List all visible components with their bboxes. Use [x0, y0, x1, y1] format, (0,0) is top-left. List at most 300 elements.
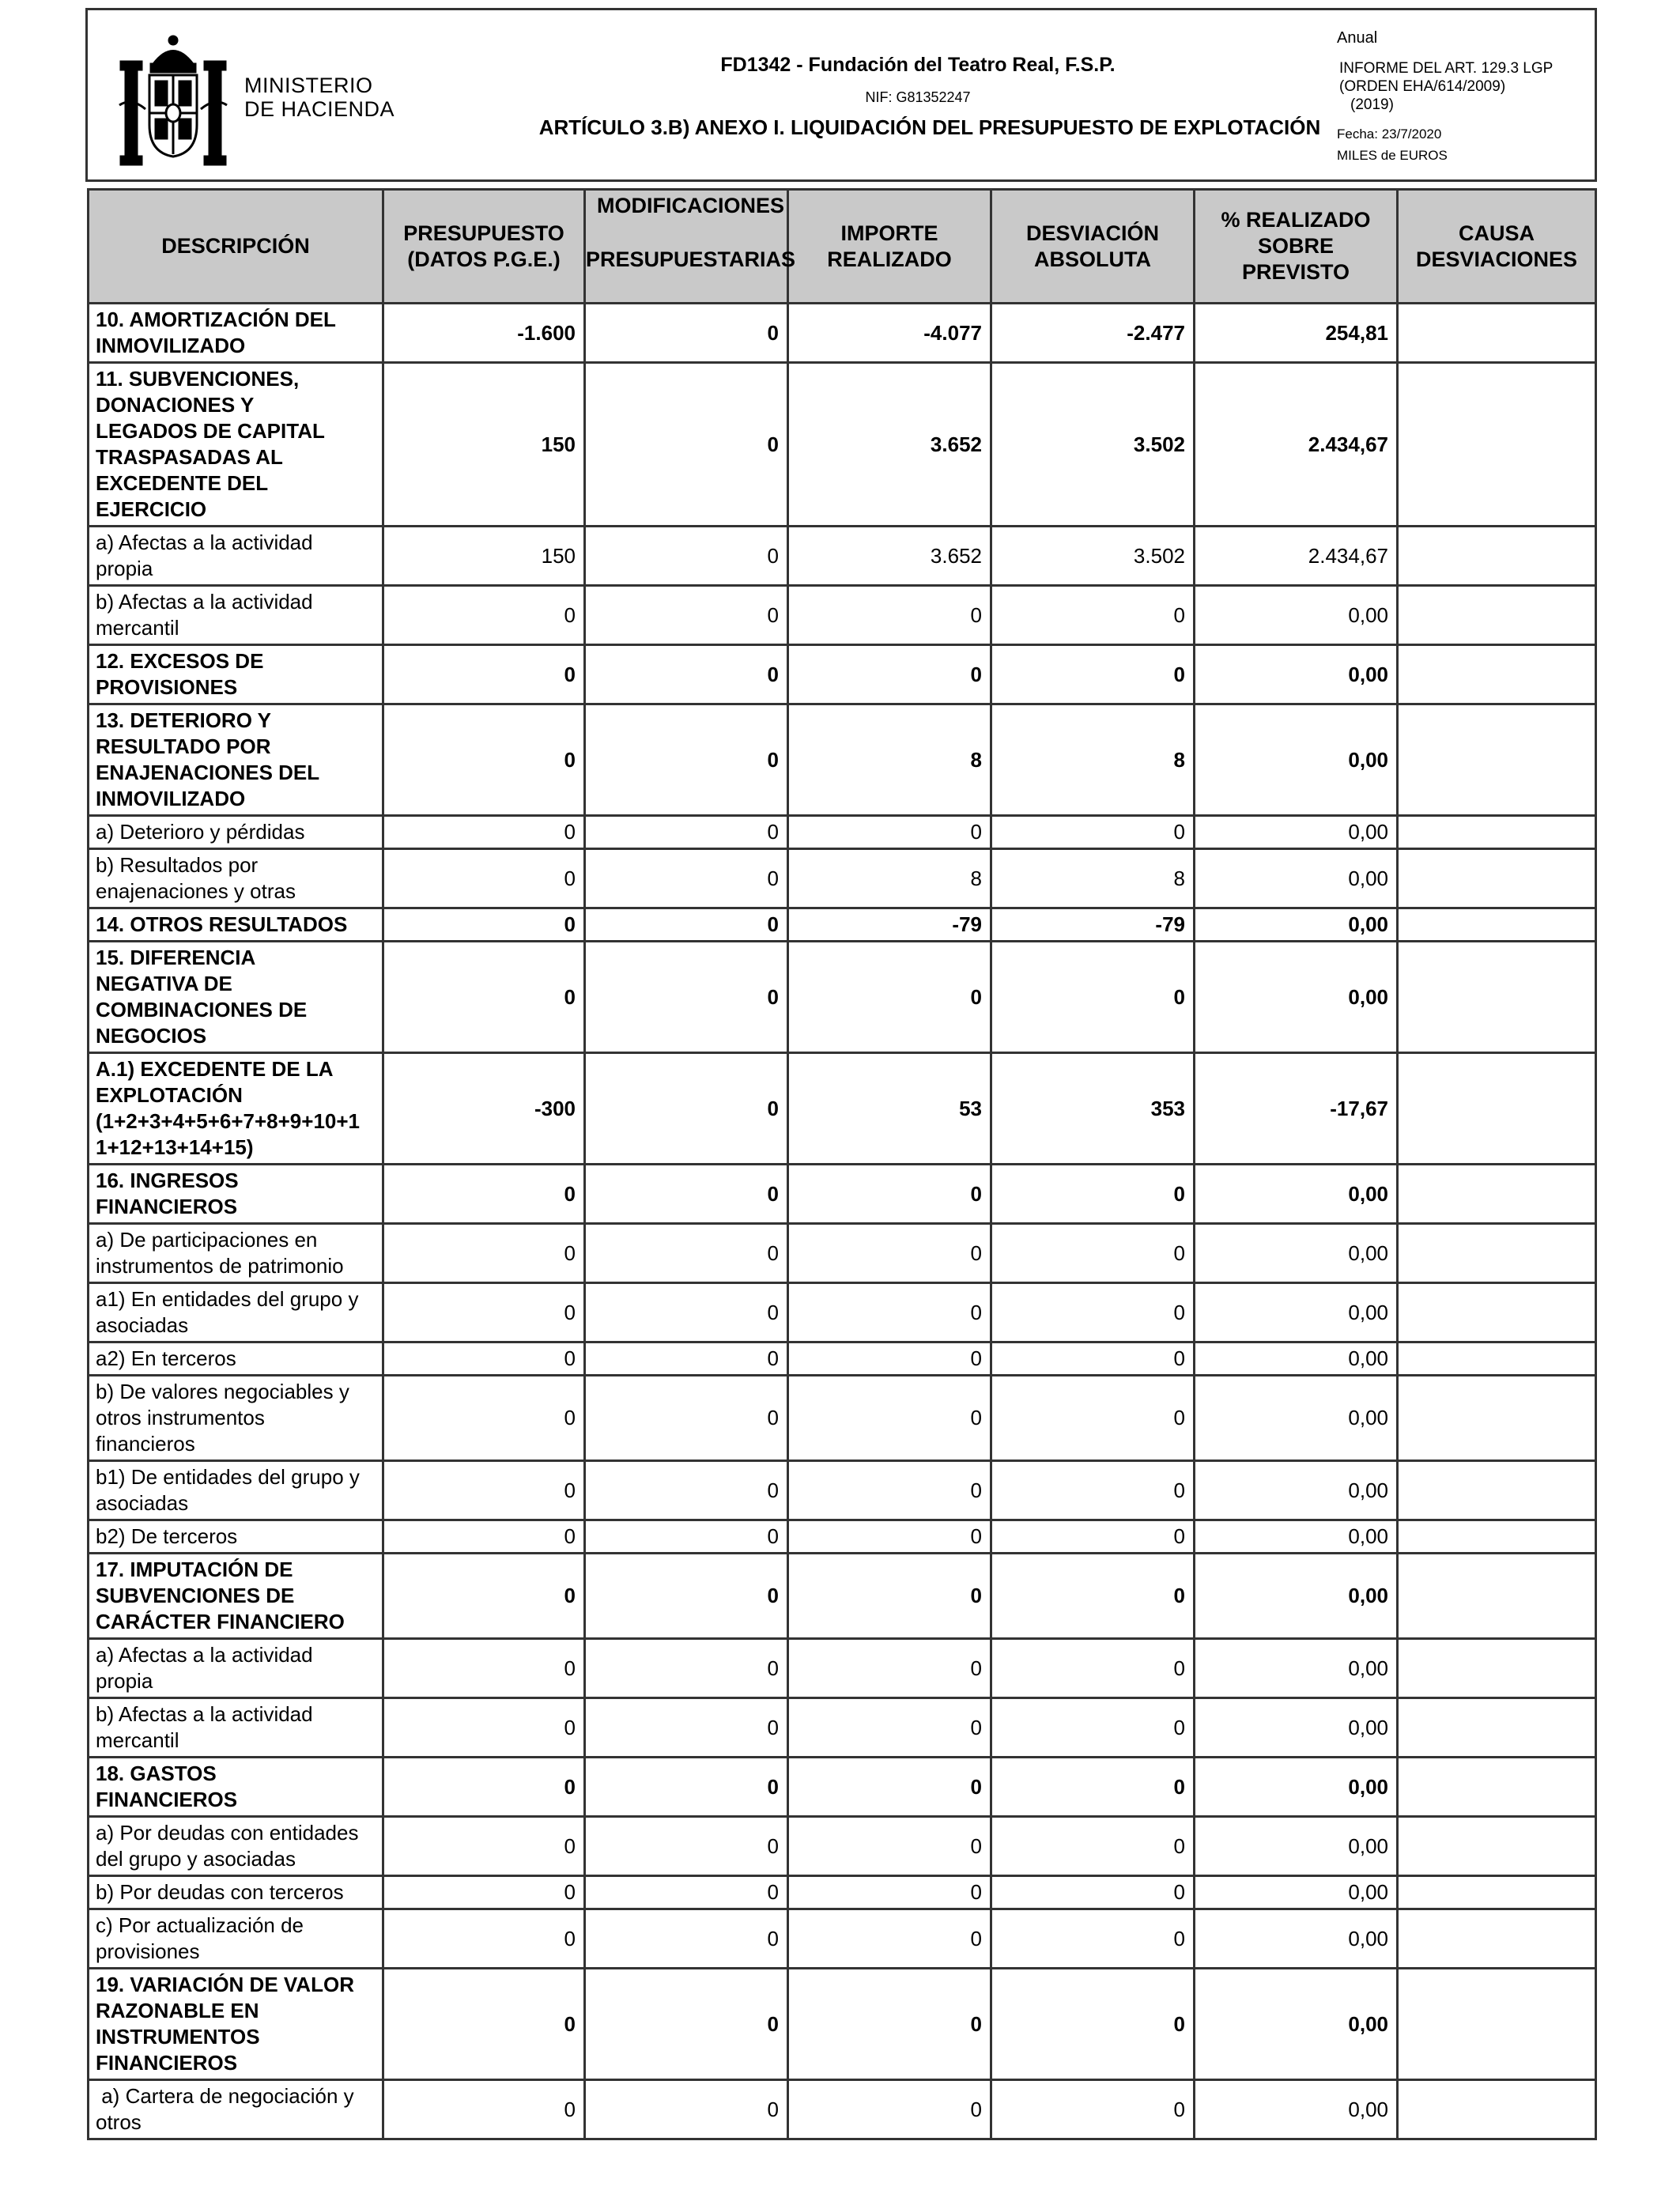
cell-importe: 0: [788, 586, 991, 645]
report-date: Fecha: 23/7/2020: [1337, 127, 1442, 142]
cell-importe: 0: [788, 1283, 991, 1342]
row-description-line: provisiones: [96, 1939, 200, 1963]
cell-realizado: 0,00: [1195, 704, 1398, 816]
table-row: [89, 816, 1596, 849]
cell-modificaciones: 0: [585, 1698, 788, 1758]
table-row: [89, 586, 1596, 645]
row-description-line: enajenaciones y otras: [96, 879, 296, 903]
row-description-line: SUBVENCIONES DE: [96, 1584, 295, 1607]
col-header-desviacion: DESVIACIÓN ABSOLUTA: [991, 190, 1195, 304]
table-body: [89, 304, 1596, 2139]
cell-desviacion: 0: [991, 1376, 1195, 1461]
cell-desviacion: 0: [991, 1283, 1195, 1342]
row-description-line: EJERCICIO: [96, 497, 207, 521]
report-reference: [1339, 59, 1592, 114]
row-description: [89, 942, 383, 1053]
cell-realizado: 0,00: [1195, 1817, 1398, 1876]
cell-causa: [1398, 1224, 1596, 1283]
table-row: [89, 1758, 1596, 1817]
cell-importe: 3.652: [788, 527, 991, 586]
cell-modificaciones: 0: [585, 1283, 788, 1342]
cell-importe: 0: [788, 1698, 991, 1758]
table-row: [89, 1165, 1596, 1224]
cell-modificaciones: 0: [585, 527, 788, 586]
cell-causa: [1398, 1817, 1596, 1876]
row-description: [89, 849, 383, 908]
cell-presupuesto: -300: [383, 1053, 585, 1165]
row-description-line: 10. AMORTIZACIÓN DEL: [96, 308, 336, 331]
cell-desviacion: 0: [991, 1876, 1195, 1909]
col-header-presupuesto: PRESUPUESTO (DATOS P.G.E.): [383, 190, 585, 304]
row-description-line: FINANCIEROS: [96, 1788, 238, 1811]
cell-presupuesto: 0: [383, 1376, 585, 1461]
cell-causa: [1398, 704, 1596, 816]
cell-importe: 0: [788, 1817, 991, 1876]
cell-desviacion: 0: [991, 1969, 1195, 2080]
row-description: [89, 1520, 383, 1554]
cell-modificaciones: 0: [585, 1224, 788, 1283]
row-description-line: b) Por deudas con terceros: [96, 1880, 344, 1904]
cell-modificaciones: 0: [585, 1758, 788, 1817]
cell-modificaciones: 0: [585, 1554, 788, 1639]
cell-causa: [1398, 363, 1596, 527]
cell-causa: [1398, 1876, 1596, 1909]
cell-modificaciones: 0: [585, 586, 788, 645]
table-row: [89, 942, 1596, 1053]
row-description-line: 15. DIFERENCIA: [96, 946, 256, 969]
cell-modificaciones: 0: [585, 1876, 788, 1909]
cell-causa: [1398, 1969, 1596, 2080]
col-header-importe: IMPORTE REALIZADO: [788, 190, 991, 304]
cell-realizado: 2.434,67: [1195, 527, 1398, 586]
cell-causa: [1398, 1909, 1596, 1969]
cell-importe: 0: [788, 1758, 991, 1817]
cell-desviacion: 0: [991, 1758, 1195, 1817]
table-row: [89, 1698, 1596, 1758]
row-description-line: b) Afectas a la actividad: [96, 590, 313, 614]
row-description: [89, 1876, 383, 1909]
cell-importe: 0: [788, 1461, 991, 1520]
cell-presupuesto: 0: [383, 1283, 585, 1342]
cell-desviacion: 0: [991, 1909, 1195, 1969]
cell-presupuesto: 0: [383, 1342, 585, 1376]
table-row: [89, 304, 1596, 363]
cell-modificaciones: 0: [585, 1639, 788, 1698]
cell-presupuesto: 0: [383, 2080, 585, 2139]
ministry-line-1: MINISTERIO: [244, 74, 373, 97]
cell-desviacion: 0: [991, 1698, 1195, 1758]
row-description-line: 18. GASTOS: [96, 1762, 217, 1785]
row-description: [89, 1224, 383, 1283]
table-row: [89, 1817, 1596, 1876]
cell-importe: 0: [788, 2080, 991, 2139]
row-description-line: 13. DETERIORO Y: [96, 708, 272, 732]
cell-causa: [1398, 1698, 1596, 1758]
row-description-line: del grupo y asociadas: [96, 1847, 296, 1871]
cell-causa: [1398, 1053, 1596, 1165]
cell-realizado: 0,00: [1195, 849, 1398, 908]
row-description-line: COMBINACIONES DE: [96, 998, 308, 1021]
cell-causa: [1398, 1554, 1596, 1639]
cell-desviacion: 8: [991, 704, 1195, 816]
cell-importe: -4.077: [788, 304, 991, 363]
cell-causa: [1398, 1639, 1596, 1698]
table-row: [89, 1554, 1596, 1639]
cell-presupuesto: 0: [383, 1461, 585, 1520]
row-description-line: 1+12+13+14+15): [96, 1135, 254, 1159]
row-description-line: A.1) EXCEDENTE DE LA: [96, 1057, 334, 1081]
cell-causa: [1398, 849, 1596, 908]
cell-realizado: 0,00: [1195, 2080, 1398, 2139]
row-description-line: FINANCIEROS: [96, 2051, 238, 2075]
row-description-line: INMOVILIZADO: [96, 334, 246, 357]
row-description-line: 11. SUBVENCIONES,: [96, 367, 300, 391]
cell-modificaciones: 0: [585, 942, 788, 1053]
row-description-line: 12. EXCESOS DE: [96, 649, 264, 673]
row-description: [89, 908, 383, 942]
row-description-line: 17. IMPUTACIÓN DE: [96, 1558, 293, 1581]
cell-modificaciones: 0: [585, 1053, 788, 1165]
cell-modificaciones: 0: [585, 849, 788, 908]
row-description-line: a) Cartera de negociación y: [96, 2084, 354, 2108]
cell-desviacion: 3.502: [991, 363, 1195, 527]
cell-importe: 0: [788, 1520, 991, 1554]
row-description-line: INSTRUMENTOS: [96, 2025, 260, 2049]
row-description-line: NEGATIVA DE: [96, 972, 232, 995]
cell-importe: 0: [788, 1165, 991, 1224]
cell-importe: 0: [788, 1342, 991, 1376]
cell-modificaciones: 0: [585, 2080, 788, 2139]
table-row: [89, 1342, 1596, 1376]
row-description-line: otros instrumentos: [96, 1406, 265, 1429]
row-description: [89, 704, 383, 816]
cell-modificaciones: 0: [585, 1165, 788, 1224]
row-description: [89, 1283, 383, 1342]
row-description-line: propia: [96, 1669, 153, 1693]
row-description-line: EXCEDENTE DEL: [96, 471, 269, 495]
cell-desviacion: 0: [991, 1224, 1195, 1283]
cell-desviacion: 0: [991, 586, 1195, 645]
row-description-line: otros: [96, 2110, 142, 2134]
row-description-line: RAZONABLE EN: [96, 1999, 259, 2022]
cell-modificaciones: 0: [585, 816, 788, 849]
cell-modificaciones: 0: [585, 1817, 788, 1876]
row-description: [89, 304, 383, 363]
cell-importe: 0: [788, 1969, 991, 2080]
cell-desviacion: 0: [991, 2080, 1195, 2139]
col-header-descripcion: DESCRIPCIÓN: [89, 190, 383, 304]
cell-modificaciones: 0: [585, 363, 788, 527]
cell-causa: [1398, 1376, 1596, 1461]
table-row: [89, 1520, 1596, 1554]
row-description: [89, 1376, 383, 1461]
cell-modificaciones: 0: [585, 1461, 788, 1520]
table-row: [89, 2080, 1596, 2139]
cell-causa: [1398, 586, 1596, 645]
row-description: [89, 645, 383, 704]
row-description: [89, 363, 383, 527]
cell-realizado: 0,00: [1195, 1165, 1398, 1224]
cell-desviacion: 0: [991, 816, 1195, 849]
row-description: [89, 1817, 383, 1876]
cell-realizado: -17,67: [1195, 1053, 1398, 1165]
cell-realizado: 0,00: [1195, 1520, 1398, 1554]
report-line-3: (2019): [1350, 96, 1394, 113]
row-description: [89, 1909, 383, 1969]
table-row: [89, 1053, 1596, 1165]
cell-realizado: 0,00: [1195, 942, 1398, 1053]
cell-realizado: 0,00: [1195, 1342, 1398, 1376]
row-description-line: PROVISIONES: [96, 675, 238, 699]
cell-presupuesto: 150: [383, 363, 585, 527]
row-description-line: ENAJENACIONES DEL: [96, 761, 320, 784]
cell-desviacion: 0: [991, 1639, 1195, 1698]
cell-causa: [1398, 942, 1596, 1053]
row-description-line: DONACIONES Y: [96, 393, 255, 417]
cell-realizado: 0,00: [1195, 1969, 1398, 2080]
cell-causa: [1398, 527, 1596, 586]
cell-presupuesto: 0: [383, 645, 585, 704]
table-row: [89, 1283, 1596, 1342]
row-description-line: b) Afectas a la actividad: [96, 1702, 313, 1726]
cell-realizado: 254,81: [1195, 304, 1398, 363]
table-row: [89, 1461, 1596, 1520]
cell-presupuesto: 0: [383, 1224, 585, 1283]
row-description-line: CARÁCTER FINANCIERO: [96, 1610, 345, 1633]
row-description-line: a1) En entidades del grupo y: [96, 1287, 359, 1311]
cell-modificaciones: 0: [585, 908, 788, 942]
report-header: [85, 8, 1597, 182]
cell-modificaciones: 0: [585, 304, 788, 363]
table-row: [89, 645, 1596, 704]
row-description-line: RESULTADO POR: [96, 734, 271, 758]
row-description: [89, 1698, 383, 1758]
cell-causa: [1398, 1461, 1596, 1520]
cell-presupuesto: 0: [383, 1554, 585, 1639]
table-row: [89, 363, 1596, 527]
report-line-2: (ORDEN EHA/614/2009): [1339, 78, 1506, 95]
row-description-line: TRASPASADAS AL: [96, 445, 283, 469]
coat-of-arms-icon: [118, 34, 228, 168]
row-description: [89, 1461, 383, 1520]
row-description-line: EXPLOTACIÓN: [96, 1083, 243, 1107]
cell-causa: [1398, 908, 1596, 942]
cell-presupuesto: 0: [383, 942, 585, 1053]
cell-presupuesto: 0: [383, 1165, 585, 1224]
cell-realizado: 0,00: [1195, 1698, 1398, 1758]
row-description-line: b1) De entidades del grupo y: [96, 1465, 360, 1489]
cell-modificaciones: 0: [585, 1520, 788, 1554]
row-description-line: c) Por actualización de: [96, 1913, 304, 1937]
row-description: [89, 1342, 383, 1376]
row-description-line: propia: [96, 557, 153, 580]
col-header-causa: CAUSA DESVIACIONES: [1398, 190, 1596, 304]
row-description-line: LEGADOS DE CAPITAL: [96, 419, 325, 443]
cell-presupuesto: 0: [383, 816, 585, 849]
col-header-modificaciones: MODIFICACIONES PRESUPUESTARIAS: [585, 190, 788, 304]
cell-realizado: 0,00: [1195, 645, 1398, 704]
cell-causa: [1398, 304, 1596, 363]
cell-desviacion: -2.477: [991, 304, 1195, 363]
cell-presupuesto: 0: [383, 586, 585, 645]
row-description-line: a) Por deudas con entidades: [96, 1821, 359, 1845]
row-description-line: NEGOCIOS: [96, 1024, 207, 1048]
row-description: [89, 586, 383, 645]
row-description-line: financieros: [96, 1432, 195, 1456]
cell-desviacion: 0: [991, 645, 1195, 704]
cell-importe: 0: [788, 1224, 991, 1283]
report-units: MILES de EUROS: [1337, 148, 1448, 163]
cell-presupuesto: 0: [383, 704, 585, 816]
row-description: [89, 1969, 383, 2080]
ministry-logo: [118, 34, 458, 168]
cell-presupuesto: 0: [383, 1876, 585, 1909]
row-description-line: a) Deterioro y pérdidas: [96, 820, 305, 844]
row-description: [89, 527, 383, 586]
col-header-realizado: % REALIZADO SOBRE PREVISTO: [1195, 190, 1398, 304]
row-description-line: a2) En terceros: [96, 1346, 236, 1370]
cell-causa: [1398, 1342, 1596, 1376]
cell-presupuesto: 0: [383, 1520, 585, 1554]
cell-desviacion: 0: [991, 1461, 1195, 1520]
cell-presupuesto: 0: [383, 1758, 585, 1817]
cell-importe: 0: [788, 1554, 991, 1639]
ministry-name: [244, 74, 395, 121]
cell-importe: 0: [788, 645, 991, 704]
cell-desviacion: 0: [991, 1817, 1195, 1876]
cell-importe: -79: [788, 908, 991, 942]
cell-realizado: 0,00: [1195, 1224, 1398, 1283]
cell-causa: [1398, 1165, 1596, 1224]
table-row: [89, 1876, 1596, 1909]
cell-importe: 0: [788, 942, 991, 1053]
row-description-line: a) Afectas a la actividad: [96, 1643, 313, 1667]
cell-desviacion: 0: [991, 1520, 1195, 1554]
cell-realizado: 2.434,67: [1195, 363, 1398, 527]
table-header-row: [89, 190, 1596, 304]
cell-modificaciones: 0: [585, 704, 788, 816]
cell-desviacion: 0: [991, 1165, 1195, 1224]
cell-importe: 0: [788, 1376, 991, 1461]
cell-presupuesto: 0: [383, 908, 585, 942]
report-period: Anual: [1337, 29, 1378, 47]
cell-realizado: 0,00: [1195, 1639, 1398, 1698]
cell-modificaciones: 0: [585, 1376, 788, 1461]
row-description: [89, 1165, 383, 1224]
cell-modificaciones: 0: [585, 1909, 788, 1969]
cell-modificaciones: 0: [585, 1969, 788, 2080]
row-description-line: (1+2+3+4+5+6+7+8+9+10+1: [96, 1109, 361, 1133]
cell-importe: 3.652: [788, 363, 991, 527]
cell-causa: [1398, 1283, 1596, 1342]
row-description: [89, 816, 383, 849]
row-description-line: 16. INGRESOS: [96, 1169, 239, 1192]
row-description-line: mercantil: [96, 1728, 179, 1752]
row-description: [89, 2080, 383, 2139]
row-description-line: 19. VARIACIÓN DE VALOR: [96, 1973, 354, 1996]
row-description-line: asociadas: [96, 1491, 189, 1515]
cell-presupuesto: 0: [383, 1817, 585, 1876]
table-row: [89, 1224, 1596, 1283]
cell-realizado: 0,00: [1195, 1554, 1398, 1639]
row-description-line: b2) De terceros: [96, 1524, 238, 1548]
cell-desviacion: 8: [991, 849, 1195, 908]
cell-desviacion: 3.502: [991, 527, 1195, 586]
cell-importe: 0: [788, 1639, 991, 1698]
row-description-line: a) De participaciones en: [96, 1228, 318, 1252]
cell-importe: 8: [788, 849, 991, 908]
row-description-line: 14. OTROS RESULTADOS: [96, 912, 348, 936]
table-row: [89, 1376, 1596, 1461]
cell-causa: [1398, 2080, 1596, 2139]
cell-realizado: 0,00: [1195, 1758, 1398, 1817]
cell-presupuesto: 0: [383, 1639, 585, 1698]
cell-causa: [1398, 816, 1596, 849]
cell-importe: 53: [788, 1053, 991, 1165]
cell-desviacion: 0: [991, 1342, 1195, 1376]
ministry-line-2: DE HACIENDA: [244, 97, 395, 121]
cell-desviacion: 353: [991, 1053, 1195, 1165]
cell-presupuesto: -1.600: [383, 304, 585, 363]
cell-presupuesto: 150: [383, 527, 585, 586]
cell-causa: [1398, 645, 1596, 704]
row-description-line: FINANCIEROS: [96, 1195, 238, 1218]
table-row: [89, 704, 1596, 816]
row-description-line: INMOVILIZADO: [96, 787, 246, 810]
cell-realizado: 0,00: [1195, 1461, 1398, 1520]
cell-realizado: 0,00: [1195, 1876, 1398, 1909]
report-line-1: INFORME DEL ART. 129.3 LGP: [1339, 60, 1554, 77]
cell-presupuesto: 0: [383, 1698, 585, 1758]
budget-table: [87, 188, 1597, 2140]
cell-causa: [1398, 1520, 1596, 1554]
row-description-line: b) De valores negociables y: [96, 1380, 349, 1403]
cell-presupuesto: 0: [383, 1969, 585, 2080]
entity-nif: NIF: G81352247: [865, 89, 971, 105]
cell-presupuesto: 0: [383, 1909, 585, 1969]
cell-realizado: 0,00: [1195, 908, 1398, 942]
cell-modificaciones: 0: [585, 1342, 788, 1376]
row-description: [89, 1639, 383, 1698]
cell-realizado: 0,00: [1195, 1909, 1398, 1969]
row-description: [89, 1554, 383, 1639]
table-row: [89, 527, 1596, 586]
row-description-line: mercantil: [96, 616, 179, 640]
table-row: [89, 1639, 1596, 1698]
cell-desviacion: -79: [991, 908, 1195, 942]
row-description-line: instrumentos de patrimonio: [96, 1254, 344, 1278]
table-row: [89, 1909, 1596, 1969]
table-row: [89, 908, 1596, 942]
cell-importe: 0: [788, 816, 991, 849]
row-description-line: b) Resultados por: [96, 853, 259, 877]
cell-realizado: 0,00: [1195, 1283, 1398, 1342]
cell-realizado: 0,00: [1195, 1376, 1398, 1461]
cell-desviacion: 0: [991, 1554, 1195, 1639]
table-row: [89, 849, 1596, 908]
cell-importe: 0: [788, 1909, 991, 1969]
row-description: [89, 1758, 383, 1817]
row-description-line: asociadas: [96, 1313, 189, 1337]
cell-importe: 8: [788, 704, 991, 816]
row-description-line: a) Afectas a la actividad: [96, 531, 313, 554]
cell-realizado: 0,00: [1195, 586, 1398, 645]
cell-desviacion: 0: [991, 942, 1195, 1053]
table-row: [89, 1969, 1596, 2080]
row-description: [89, 1053, 383, 1165]
document-title: ARTÍCULO 3.B) ANEXO I. LIQUIDACIÓN DEL PRESUPUESTO DE EXPLOTACIÓN: [538, 115, 1321, 139]
cell-modificaciones: 0: [585, 645, 788, 704]
